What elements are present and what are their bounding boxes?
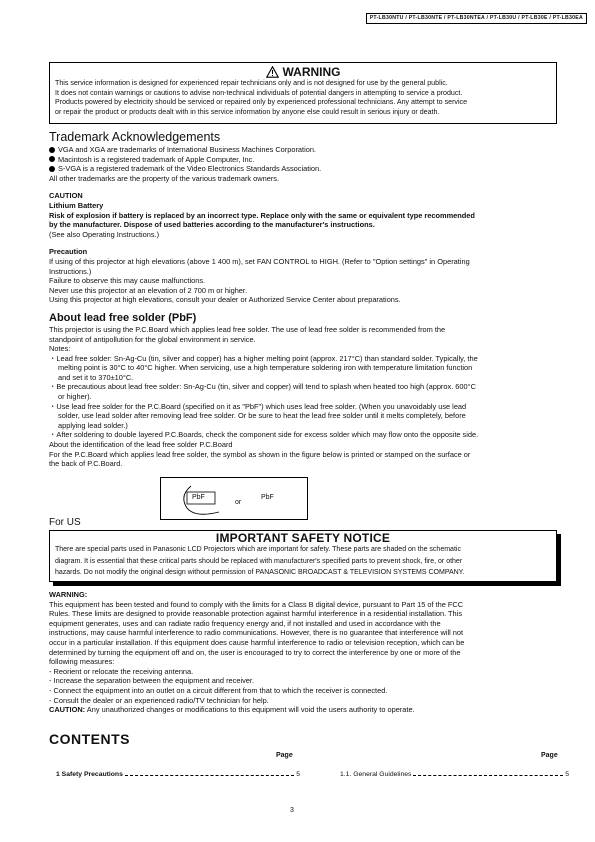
fcc-line: occur in a particular installation. If this equipment does cause harmful interference to radio or television reception, which can be — [49, 637, 465, 647]
toc-leader — [413, 775, 563, 776]
fcc-line: - Connect the equipment into an outlet on a circuit different from that to which the receiver is connected. — [49, 685, 388, 695]
trademark-item: S-VGA is a registered trademark of the Video Electronics Standards Association. — [49, 164, 559, 174]
leadfree-note-cont: and set it to 370±10°C. — [58, 372, 134, 382]
leadfree-outro: About the identification of the lead free solder P.C.Board — [49, 440, 233, 450]
warning-triangle-icon — [266, 66, 279, 78]
fcc-line: equipment generates, uses and can radiate radio frequency energy and, if not installed and used in accordance with the — [49, 618, 441, 628]
fcc-line: determined by turning the equipment off and on, the user is encouraged to try to correct the interference by one or more of the — [49, 647, 461, 657]
toc-entry-general-guidelines[interactable] — [340, 771, 569, 778]
toc-entry-label: 1 Safety Precautions — [56, 771, 123, 778]
leadfree-notes-label: Notes: — [49, 344, 71, 354]
trademark-item: VGA and XGA are trademarks of International Business Machines Corporation. — [49, 145, 559, 155]
trademark-footer: All other trademarks are the property of the various trademark owners. — [49, 173, 280, 183]
precaution-line: If using of this projector at high elevations (above 1 400 m), set FAN CONTROL to HIGH. (Refer to "Option settings" in Operating — [49, 256, 470, 266]
leadfree-note-cont: or higher). — [58, 392, 92, 402]
leadfree-note: ・After soldering to double layered P.C.Boards, check the component side for excess solder which may flow onto the opposite side. — [49, 430, 479, 440]
contents-title: CONTENTS — [49, 731, 130, 747]
caution-title: CAUTION — [49, 191, 83, 201]
toc-entry-label: 1.1. General Guidelines — [340, 771, 412, 778]
precaution-line: Instructions.) — [49, 266, 92, 276]
fcc-warning — [49, 590, 559, 715]
leadfree-outro: For the P.C.Board which applies lead free solder, the symbol as shown in the figure below is printed or stamped on the surface or — [49, 449, 471, 459]
warning-line: This service information is designed for experienced repair technicians only and is not designed for use by the general public. — [55, 79, 448, 87]
caution-text: Risk of explosion if battery is replaced by an incorrect type. Replace only with the same or equivalent type recommended — [49, 210, 475, 220]
safety-line: diagram. It is essential that these critical parts should be replaced with manufacturer's specified parts to prevent shock, fire, or other — [55, 557, 463, 565]
fcc-line: - Reorient or relocate the receiving antenna. — [49, 666, 194, 676]
model-header: PT-LB30NTU / PT-LB30NTE / PT-LB30NTEA / PT-LB30U / PT-LB30E / PT-LB30EA — [366, 13, 587, 24]
pbf-symbol-b: PbF — [261, 494, 274, 501]
toc-entry-page: 5 — [296, 771, 300, 778]
toc-entry-page: 5 — [565, 771, 569, 778]
precaution-line: Never use this projector at an elevation of 2 700 m or higher. — [49, 285, 248, 295]
safety-line: There are special parts used in Panasonic LCD Projectors which are important for safety. These parts are shaded on the schematic — [55, 546, 461, 553]
caution-subtitle: Lithium Battery — [49, 200, 104, 210]
warning-line: It does not contain warnings or cautions to advise non-technical individuals of potential dangers in attempting to service a product. — [55, 88, 463, 97]
toc-entry-safety-precautions[interactable] — [56, 771, 300, 778]
fcc-line: instructions, may cause harmful interference to radio communications. However, there is no guarantee that interference will not — [49, 628, 464, 638]
fcc-title: WARNING: — [49, 590, 88, 599]
leadfree-intro: standpoint of antipollution for the global environment in service. — [49, 334, 256, 344]
contents-page-label-left: Page — [276, 752, 293, 759]
warning-box — [49, 62, 557, 124]
warning-title — [55, 65, 551, 79]
main-content — [49, 130, 559, 469]
bullet-icon — [49, 166, 55, 172]
leadfree-note-cont: melting point is 30°C to 40°C higher. When servicing, use a high temperature soldering iron with temperature limitation function — [58, 363, 473, 373]
safety-notice-box — [49, 530, 557, 582]
warning-title-text: WARNING — [282, 65, 341, 79]
fcc-line: This equipment has been tested and found to comply with the limits for a Class B digital device, pursuant to Part 15 of the FCC — [49, 599, 464, 609]
fcc-line: - Consult the dealer or an experienced radio/TV technician for help. — [49, 695, 269, 705]
trademark-heading: Trademark Acknowledgements — [49, 130, 221, 144]
leadfree-intro: This projector is using the P.C.Board which applies lead free solder. The use of lead free solder is recommended from the — [49, 324, 446, 334]
for-us-label: For US — [49, 517, 81, 528]
leadfree-outro: the back of P.C.Board. — [49, 459, 123, 469]
safety-line: hazards. Do not modify the original design without permission of PANASONIC BROADCAST & TELEVISION SYSTEMS COMPANY. — [55, 569, 465, 576]
pbf-or: or — [235, 499, 242, 506]
fcc-line: Rules. These limits are designed to provide reasonable protection against harmful interference in a residential installation. This — [49, 609, 463, 619]
caution-text: by the manufacturer. Dispose of used batteries according to the manufacturer's instructions. — [49, 220, 375, 230]
leadfree-note: ・Use lead free solder for the P.C.Board (specified on it as "PbF") which uses lead free solder. (When you unavoidably use lead — [49, 401, 467, 411]
bullet-icon — [49, 147, 55, 153]
fcc-caution: CAUTION: Any unauthorized changes or modifications to this equipment will void the users authority to operate. — [49, 705, 415, 715]
precaution-line: Failure to observe this may cause malfunctions. — [49, 276, 206, 286]
safety-notice-title: IMPORTANT SAFETY NOTICE — [50, 529, 556, 547]
leadfree-heading: About lead free solder (PbF) — [49, 311, 197, 324]
precaution-title: Precaution — [49, 247, 88, 257]
trademark-item: Macintosh is a registered trademark of Apple Computer, Inc. — [49, 155, 559, 165]
fcc-line: - Increase the separation between the equipment and receiver. — [49, 676, 255, 686]
leadfree-note: ・Lead free solder: Sn-Ag-Cu (tin, silver and copper) has a higher melting point (approx. 217°C) than standard solder. Typically, the — [49, 353, 478, 363]
bullet-icon — [49, 156, 55, 162]
pbf-symbol-figure — [160, 477, 308, 520]
fcc-line: following measures: — [49, 657, 115, 667]
leadfree-note-cont: applying lead solder.) — [58, 420, 128, 430]
leadfree-note: ・Be precautious about lead free solder: Sn-Ag-Cu (tin, silver and copper) will tend to splash when heated too high (approx. 600°C — [49, 382, 476, 392]
leadfree-note-cont: solder, use lead solder after removing lead free solder. Or be sure to heat the lead free solder until it melts completely, before — [58, 411, 466, 421]
warning-line: Products powered by electricity should be serviced or repaired only by experienced professional technicians. Any attempt to service — [55, 98, 468, 106]
precaution-line: Using this projector at high elevations, consult your dealer or Authorized Service Center about preparations. — [49, 295, 401, 305]
toc-leader — [125, 775, 294, 776]
warning-line: or repair the product or products dealt with in this service information by anyone else could result in serious injury or death. — [55, 107, 440, 116]
page-number: 3 — [290, 807, 294, 814]
caution-note: (See also Operating Instructions.) — [49, 229, 160, 239]
contents-page-label-right: Page — [541, 752, 558, 759]
pbf-symbol-a: PbF — [192, 494, 205, 501]
